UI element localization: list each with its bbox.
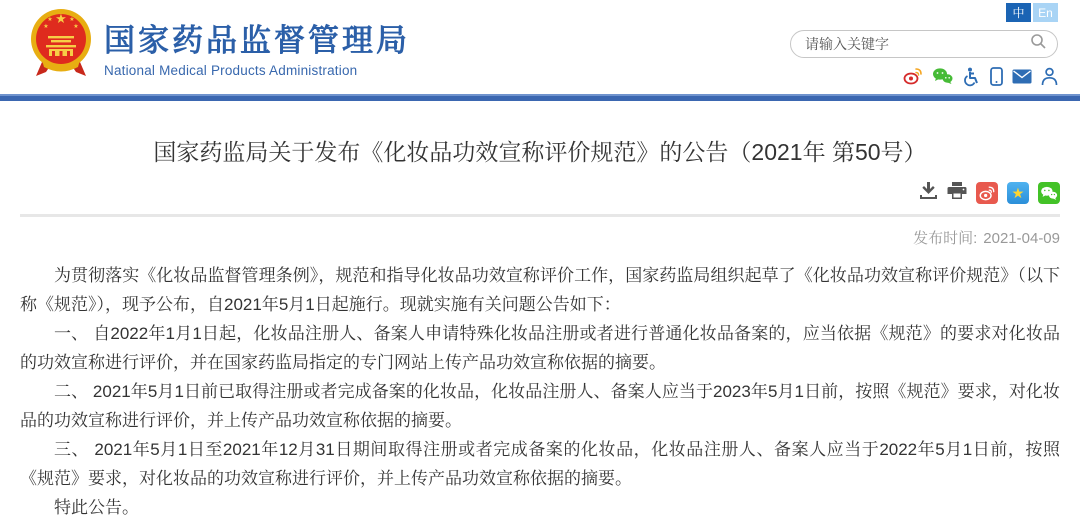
share-favorite-star-icon[interactable] [1007, 182, 1029, 204]
paragraph-intro: 为贯彻落实《化妆品监督管理条例》，规范和指导化妆品功效宣称评价工作，国家药监局组织起草了《化妆品功效宣称评价规范》（以下称《规范》），现予公布，自2021年5月1日起施行。现就实施有关问题公告如下： [20, 266, 1060, 314]
header-divider-bar [0, 94, 1080, 101]
article-toolbar [20, 181, 1060, 214]
site-title-zh: 国家药品监督管理局 [104, 23, 410, 58]
search-input[interactable] [805, 36, 1030, 52]
search-box[interactable] [790, 30, 1058, 58]
publish-date-row [20, 227, 1060, 248]
svg-text:★: ★ [47, 17, 53, 23]
weibo-icon[interactable] [903, 67, 923, 85]
paragraph-closing: 特此公告。 [54, 498, 139, 517]
paragraph-item-2: 二、 2021年5月1日前已取得注册或者完成备案的化妆品，化妆品注册人、备案人应当于2023年5月1日前，按照《规范》要求，对化妆品的功效宣称进行评价，并上传产品功效宣称依据的摘要。 [20, 382, 1060, 430]
paragraph-item-3: 三、 2021年5月1日至2021年12月31日期间取得注册或者完成备案的化妆品，化妆品注册人、备案人应当于2022年5月1日前，按照《规范》要求，对化妆品的功效宣称进行评价，并上传产品功效宣称依据的摘要。 [20, 440, 1060, 488]
accessibility-icon[interactable] [962, 67, 981, 86]
search-icon[interactable] [1030, 33, 1047, 55]
share-weibo-icon[interactable] [976, 182, 998, 204]
print-icon[interactable] [947, 181, 967, 205]
svg-text:★: ★ [43, 24, 49, 30]
publish-date-label: 发布时间: [913, 230, 978, 247]
site-brand[interactable] [30, 6, 410, 87]
share-wechat-icon[interactable] [1038, 182, 1060, 204]
svg-text:★: ★ [55, 11, 67, 26]
svg-text:★: ★ [1011, 185, 1025, 202]
svg-text:★: ★ [73, 24, 79, 30]
mobile-icon[interactable] [990, 67, 1003, 86]
language-toggle [790, 3, 1058, 22]
mail-icon[interactable] [1012, 69, 1032, 84]
user-icon[interactable] [1041, 67, 1058, 86]
download-icon[interactable] [919, 181, 938, 205]
paragraph-item-1: 一、 自2022年1月1日起，化妆品注册人、备案人申请特殊化妆品注册或者进行普通化妆品备案的，应当依据《规范》的要求对化妆品的功效宣称进行评价，并在国家药监局指定的专门网站上传产品功效宣称依据的摘要。 [20, 324, 1060, 372]
header-social-icons [790, 66, 1058, 86]
wechat-icon[interactable] [932, 67, 953, 85]
lang-zh-button[interactable]: 中 [1006, 3, 1031, 22]
lang-en-button[interactable]: En [1033, 3, 1058, 22]
article-content [0, 134, 1080, 522]
site-title-en: National Medical Products Administration [104, 63, 358, 78]
publish-date-value: 2021-04-09 [983, 230, 1060, 247]
site-header [0, 0, 1080, 94]
national-emblem-logo [30, 6, 92, 87]
title-divider [20, 214, 1060, 217]
svg-text:★: ★ [69, 17, 75, 23]
article-body [20, 261, 1060, 522]
article-title: 国家药监局关于发布《化妆品功效宣称评价规范》的公告（2021年 第50号） [153, 139, 927, 165]
